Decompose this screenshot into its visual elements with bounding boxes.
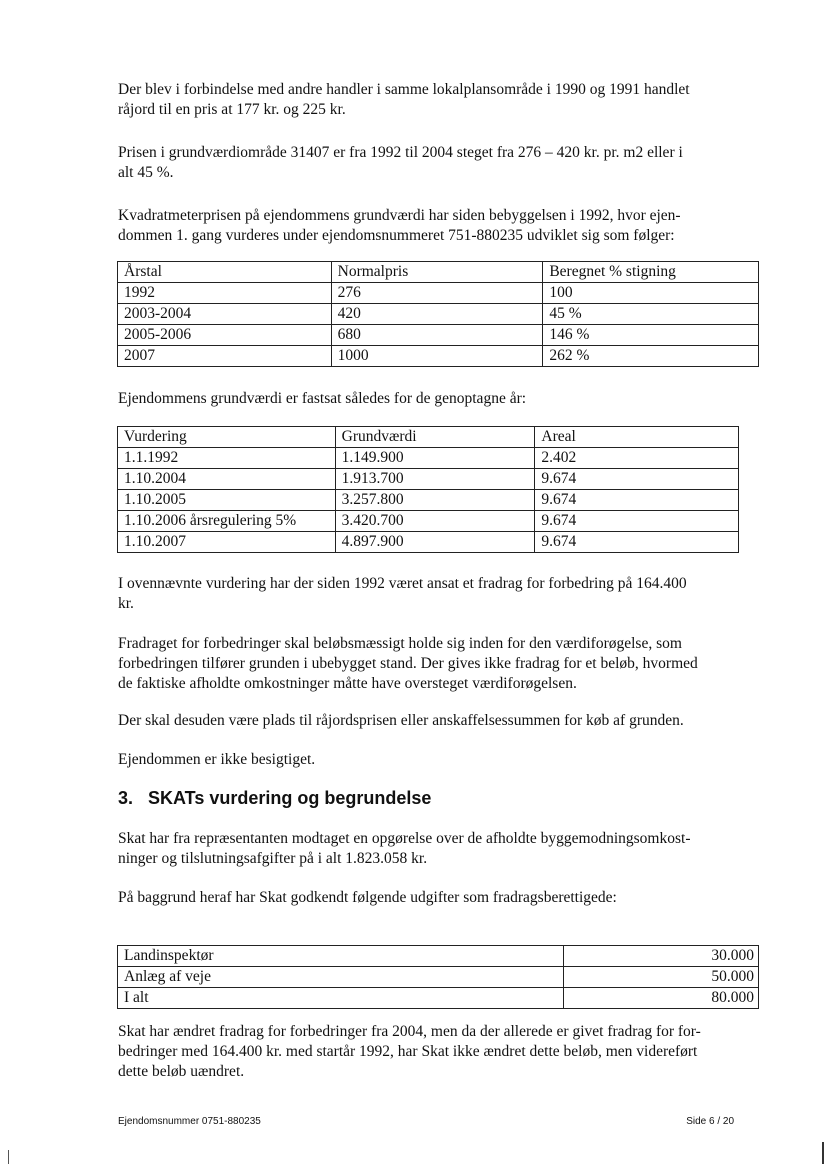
footer-page-number: Side 6 / 20 bbox=[686, 1116, 734, 1127]
table-cell: 1.10.2007 bbox=[118, 532, 336, 553]
section-number: 3. bbox=[118, 788, 134, 808]
footer-property-number: Ejendomsnummer 0751-880235 bbox=[118, 1116, 261, 1127]
table-cell: 2007 bbox=[118, 346, 332, 367]
table-cell: 262 % bbox=[543, 346, 759, 367]
table-header-cell: Normalpris bbox=[331, 262, 543, 283]
paragraph-approved-expenses: På baggrund heraf har Skat godkendt følgende udgifter som fradragsberettigede: bbox=[118, 889, 617, 906]
paragraph-sqm-price: Kvadratmeterprisen på ejendommens grundværdi har siden bebyggelsen i 1992, hvor ejen- dommen 1. gang vurderes under ejendomsnummeret 751-880235 udviklet sig som følger: bbox=[118, 207, 681, 244]
table-cell: 80.000 bbox=[564, 988, 759, 1009]
table-header-cell: Årstal bbox=[118, 262, 332, 283]
table-row bbox=[118, 283, 759, 304]
paragraph-rajord: Der blev i forbindelse med andre handler i samme lokalplansområde i 1990 og 1991 handlet råjord til en pris at 177 kr. og 225 kr. bbox=[118, 81, 690, 118]
table-cell: 9.674 bbox=[535, 490, 739, 511]
table-row bbox=[118, 469, 739, 490]
table-cell: 2003-2004 bbox=[118, 304, 332, 325]
paragraph-land-value-intro: Ejendommens grundværdi er fastsat således for de genoptagne år: bbox=[118, 390, 527, 407]
table-cell: 276 bbox=[331, 283, 543, 304]
paragraph-deduction-rules: Fradraget for forbedringer skal beløbsmæssigt holde sig inden for den værdiforøgelse, som forbedringen tilfører grunden i ubebygget stand. Der gives ikke fradrag for et beløb, hvormed de faktiske afholdte omkostninger måtte have oversteget værdiforøgelsen. bbox=[118, 635, 698, 692]
price-development-table bbox=[117, 261, 759, 367]
table-cell: 1.10.2004 bbox=[118, 469, 336, 490]
table-cell: 1.913.700 bbox=[335, 469, 535, 490]
table-cell: 1.10.2005 bbox=[118, 490, 336, 511]
paragraph-changed-deduction: Skat har ændret fradrag for forbedringer fra 2004, men da der allerede er givet fradrag for for- bedringer med 164.400 kr. med startår 1992, har Skat ikke ændret dette beløb, men videreført dette beløb uændret. bbox=[118, 1023, 701, 1080]
scan-edge-mark bbox=[822, 1142, 824, 1164]
table-cell: 1000 bbox=[331, 346, 543, 367]
paragraph-raw-land-price: Der skal desuden være plads til råjordsprisen eller anskaffelsessummen for køb af grunden. bbox=[118, 712, 684, 729]
table-row bbox=[118, 427, 739, 448]
paragraph-price-increase: Prisen i grundværdiområde 31407 er fra 1992 til 2004 steget fra 276 – 420 kr. pr. m2 eller i alt 45 %. bbox=[118, 144, 683, 181]
table-row bbox=[118, 511, 739, 532]
table-row bbox=[118, 262, 759, 283]
table-row bbox=[118, 988, 759, 1009]
table-cell: 1.10.2006 årsregulering 5% bbox=[118, 511, 336, 532]
table-cell: 100 bbox=[543, 283, 759, 304]
table-row bbox=[118, 325, 759, 346]
table-header-cell: Vurdering bbox=[118, 427, 336, 448]
approved-expenses-table bbox=[117, 945, 759, 1009]
scan-edge-mark bbox=[8, 1150, 9, 1164]
land-value-table bbox=[117, 426, 739, 553]
table-cell: 2.402 bbox=[535, 448, 739, 469]
table-cell: 3.420.700 bbox=[335, 511, 535, 532]
table-row bbox=[118, 304, 759, 325]
table-row bbox=[118, 532, 739, 553]
table-cell: 50.000 bbox=[564, 967, 759, 988]
section-heading bbox=[118, 788, 431, 809]
table-cell: 4.897.900 bbox=[335, 532, 535, 553]
table-cell: 420 bbox=[331, 304, 543, 325]
table-cell: 3.257.800 bbox=[335, 490, 535, 511]
paragraph-received-statement: Skat har fra repræsentanten modtaget en opgørelse over de afholdte byggemodningsomkost- ninger og tilslutningsafgifter på i alt 1.823.058 kr. bbox=[118, 830, 691, 867]
table-cell: 9.674 bbox=[535, 469, 739, 490]
table-cell: 1992 bbox=[118, 283, 332, 304]
table-cell: 30.000 bbox=[564, 946, 759, 967]
table-header-cell: Beregnet % stigning bbox=[543, 262, 759, 283]
paragraph-not-inspected: Ejendommen er ikke besigtiget. bbox=[118, 751, 316, 768]
table-cell: 1.1.1992 bbox=[118, 448, 336, 469]
table-header-cell: Grundværdi bbox=[335, 427, 535, 448]
table-cell: 680 bbox=[331, 325, 543, 346]
table-cell: Landinspektør bbox=[118, 946, 564, 967]
table-row bbox=[118, 967, 759, 988]
table-cell: 1.149.900 bbox=[335, 448, 535, 469]
section-title: SKATs vurdering og begrundelse bbox=[148, 788, 432, 808]
table-cell: 146 % bbox=[543, 325, 759, 346]
table-row bbox=[118, 346, 759, 367]
table-cell: 45 % bbox=[543, 304, 759, 325]
table-row bbox=[118, 448, 739, 469]
table-cell: I alt bbox=[118, 988, 564, 1009]
table-row bbox=[118, 946, 759, 967]
table-cell: 9.674 bbox=[535, 511, 739, 532]
table-header-cell: Areal bbox=[535, 427, 739, 448]
paragraph-improvement-deduction: I ovennævnte vurdering har der siden 1992 været ansat et fradrag for forbedring på 164.400 kr. bbox=[118, 575, 687, 612]
table-row bbox=[118, 490, 739, 511]
table-cell: 9.674 bbox=[535, 532, 739, 553]
table-cell: 2005-2006 bbox=[118, 325, 332, 346]
table-cell: Anlæg af veje bbox=[118, 967, 564, 988]
